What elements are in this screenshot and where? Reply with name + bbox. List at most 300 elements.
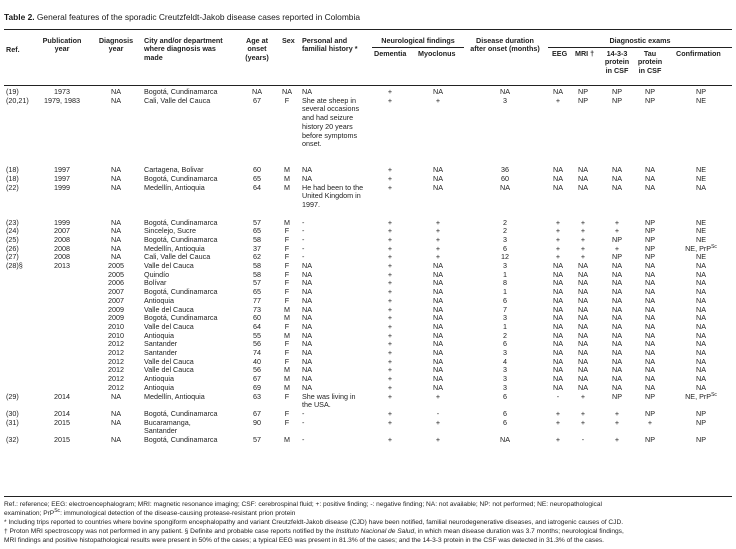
cell-myoclonus: NA xyxy=(433,348,443,357)
cell-age: 37 xyxy=(253,243,261,253)
cell-eeg: + xyxy=(555,252,561,262)
cell-duration: 2 xyxy=(503,226,507,236)
cell-eeg: NA xyxy=(553,287,563,297)
cell-city: Bucaramanga, Santander xyxy=(144,417,191,436)
footnote-summary xyxy=(4,536,732,545)
cell-sex: NA xyxy=(282,87,292,96)
cell-history: - xyxy=(302,234,305,244)
cell-age: 57 xyxy=(253,278,261,288)
cell-tau: NA xyxy=(645,365,655,375)
cell-mri: + xyxy=(580,226,586,236)
cell-duration: 7 xyxy=(503,304,507,314)
cell-eeg: + xyxy=(555,217,561,227)
cell-p1433: NP xyxy=(612,391,622,401)
footnotes xyxy=(4,500,732,545)
cell-history: - xyxy=(302,252,305,262)
cell-mri: NA xyxy=(578,182,588,192)
cell-duration: NA xyxy=(500,435,510,444)
cell-city: Antioquia xyxy=(144,374,174,384)
confirmation-text: NE, PrP xyxy=(685,391,712,401)
cell-age: 67 xyxy=(253,374,261,384)
cell-dementia: + xyxy=(387,382,393,392)
cell-age: 60 xyxy=(253,313,261,323)
cell-myoclonus: NA xyxy=(433,365,443,375)
cell-sex: F xyxy=(284,287,290,297)
cell-sex: M xyxy=(284,165,290,175)
header-confirmation: Confirmation xyxy=(676,49,721,58)
header-history: Personal and familial history * xyxy=(302,36,358,54)
cell-tau: NP xyxy=(645,217,655,227)
cell-history: - xyxy=(302,243,305,253)
header-diagnostic-exams: Diagnostic exams xyxy=(609,36,671,45)
cell-age: 55 xyxy=(253,330,261,340)
cell-ref: (18) xyxy=(6,174,19,183)
cell-p1433: NA xyxy=(612,287,622,297)
cell-pub: 1997 xyxy=(54,174,70,183)
cell-city: Valle del Cauca xyxy=(144,365,194,375)
cell-age: 57 xyxy=(253,217,261,227)
cell-p1433: NP xyxy=(612,87,622,96)
cell-city: Antioquia xyxy=(144,330,174,340)
table-title: General features of the sporadic Creutzfeldt-Jakob disease cases reported in Colombia xyxy=(36,12,360,22)
header-neurological-findings: Neurological findings xyxy=(381,36,455,45)
cell-duration: 1 xyxy=(503,287,507,297)
cell-tau: NA xyxy=(645,182,655,192)
cell-diag: 2012 xyxy=(108,348,124,357)
cell-myoclonus: NA xyxy=(433,374,443,384)
cell-dementia: + xyxy=(387,356,393,366)
cell-tau: + xyxy=(647,417,653,427)
cell-diag: 2012 xyxy=(108,374,124,384)
footnote-line-2b: : immunological detection of the disease-causing protease-resistant prion protein xyxy=(60,510,296,517)
cell-pub: 2014 xyxy=(54,408,70,418)
cell-age: 60 xyxy=(253,165,261,175)
cell-eeg: NA xyxy=(553,182,563,192)
footnote-institute: Instituto Nacional de Salud xyxy=(335,528,415,535)
cell-tau: NA xyxy=(645,313,655,323)
cell-city: Bogotá, Cundinamarca xyxy=(144,408,218,418)
footnote-line-2a: examination; PrP xyxy=(4,510,55,517)
cell-eeg: NA xyxy=(553,348,563,357)
footnote-line-5: MRI findings and positive histopathological results were present in 50% of the cases; a typical EEG was present in 81.3% of the cases; and the 14-3-3 protein in the CSF was detected in 31.3% of the cases. xyxy=(4,537,604,544)
cell-mri: NA xyxy=(578,269,588,279)
cell-duration: 3 xyxy=(503,313,507,323)
cell-sex: F xyxy=(284,408,290,418)
table-top-rule xyxy=(4,29,732,30)
cell-conf: NA xyxy=(696,278,706,288)
cell-diag: 2010 xyxy=(108,321,124,331)
cell-city: Medellín, Antioquia xyxy=(144,391,205,401)
cell-mri: NA xyxy=(578,295,588,305)
cell-sex: F xyxy=(284,356,290,366)
cell-city: Cartagena, Bolivar xyxy=(144,165,204,175)
cell-diag: 2012 xyxy=(108,382,124,392)
cell-tau: NP xyxy=(645,234,655,244)
cell-tau: NP xyxy=(645,87,655,96)
cell-duration: NA xyxy=(500,87,510,96)
cell-dementia: + xyxy=(387,304,393,314)
cell-ref: (18) xyxy=(6,165,19,175)
cell-diag: NA xyxy=(111,252,121,262)
cell-duration: 2 xyxy=(503,217,507,227)
cell-history: - xyxy=(302,417,305,427)
cell-pub: 1997 xyxy=(54,165,70,175)
cell-mri: + xyxy=(580,252,586,262)
cell-sex: M xyxy=(284,174,290,183)
cell-age: 90 xyxy=(253,417,261,427)
cell-myoclonus: NA xyxy=(433,278,443,288)
cell-sex: F xyxy=(284,226,290,236)
header-disease-duration: Disease duration after onset (months) xyxy=(470,36,540,54)
cell-pub: 2008 xyxy=(54,252,70,262)
cell-p1433: NA xyxy=(612,321,622,331)
cell-city: Cali, Valle del Cauca xyxy=(144,252,211,262)
cell-age: 56 xyxy=(253,339,261,349)
cell-conf: NP xyxy=(696,417,706,427)
cell-mri: NA xyxy=(578,374,588,384)
cell-p1433: + xyxy=(614,226,620,236)
prpsc-superscript: Sc xyxy=(711,391,717,398)
cell-mri: + xyxy=(580,243,586,253)
cell-sex: F xyxy=(284,278,290,288)
cell-diag: NA xyxy=(111,226,121,236)
cell-conf: NA xyxy=(696,304,706,314)
cell-conf: NE xyxy=(696,217,706,227)
cell-conf: NA xyxy=(696,269,706,279)
cell-myoclonus: NA xyxy=(433,382,443,392)
cell-tau: NA xyxy=(645,165,655,175)
cell-history: NA xyxy=(302,269,312,279)
cell-conf: NA xyxy=(696,295,706,305)
cell-eeg: NA xyxy=(553,174,563,183)
cell-duration: 6 xyxy=(503,417,507,427)
cell-dementia: + xyxy=(387,269,393,279)
cell-history: NA xyxy=(302,295,312,305)
neuro-group-rule xyxy=(372,47,464,48)
cell-mri: + xyxy=(580,217,586,227)
cell-dementia: + xyxy=(387,165,393,175)
cell-eeg: NA xyxy=(553,313,563,323)
cell-p1433: NA xyxy=(612,278,622,288)
cell-dementia: + xyxy=(387,313,393,323)
footnote-abbreviations-2 xyxy=(4,509,732,518)
cell-mri: + xyxy=(580,408,586,418)
cell-city: Cali, Valle del Cauca xyxy=(144,95,211,105)
cell-myoclonus: + xyxy=(435,217,441,227)
cell-ref: (29) xyxy=(6,391,19,401)
header-city: City and/or department where diagnosis was made xyxy=(144,36,223,62)
cell-myoclonus: NA xyxy=(433,356,443,366)
cell-diag: NA xyxy=(111,182,121,192)
cell-history: NA xyxy=(302,278,312,288)
cell-sex: F xyxy=(284,321,290,331)
cell-ref: (19) xyxy=(6,87,19,96)
cell-tau: NA xyxy=(645,330,655,340)
cell-myoclonus: NA xyxy=(433,304,443,314)
cell-pub: 1979, 1983 xyxy=(44,95,80,105)
cell-pub: 2008 xyxy=(54,243,70,253)
cell-conf: NE xyxy=(696,234,706,244)
cell-diag: NA xyxy=(111,391,121,401)
cell-myoclonus: + xyxy=(435,417,441,427)
cell-sex: M xyxy=(284,374,290,384)
cell-history: NA xyxy=(302,374,312,384)
cell-eeg: + xyxy=(555,417,561,427)
cell-age: 65 xyxy=(253,226,261,236)
cell-duration: 6 xyxy=(503,408,507,418)
cell-city: Valle del Cauca xyxy=(144,304,194,314)
cell-myoclonus: + xyxy=(435,243,441,253)
cell-mri: NA xyxy=(578,165,588,175)
cell-diag: 2012 xyxy=(108,339,124,349)
cell-diag: 2006 xyxy=(108,278,124,288)
cell-myoclonus: NA xyxy=(433,287,443,297)
cell-city: Bolívar xyxy=(144,278,167,288)
cell-duration: 4 xyxy=(503,356,507,366)
cell-ref: (23) xyxy=(6,217,19,227)
cell-duration: 12 xyxy=(501,252,509,262)
cell-conf: NE xyxy=(696,174,706,183)
cell-mri: NA xyxy=(578,313,588,323)
cell-city: Bogotá, Cundinamarca xyxy=(144,287,218,297)
cell-history: NA xyxy=(302,382,312,392)
cell-sex: F xyxy=(284,234,290,244)
footnote-abbreviations xyxy=(4,500,732,509)
cell-history: NA xyxy=(302,87,312,96)
cell-duration: 36 xyxy=(501,165,509,175)
cell-myoclonus: - xyxy=(436,408,440,418)
cell-duration: 3 xyxy=(503,95,507,105)
cell-dementia: + xyxy=(387,226,393,236)
cell-diag: 2012 xyxy=(108,356,124,366)
cell-diag: 2010 xyxy=(108,330,124,340)
cell-sex: F xyxy=(284,261,290,270)
header-sex: Sex xyxy=(282,36,295,45)
cell-duration: 8 xyxy=(503,278,507,288)
cell-diag: NA xyxy=(111,217,121,227)
cell-ref: (26) xyxy=(6,243,19,253)
cell-eeg: NA xyxy=(553,295,563,305)
cell-conf: NA xyxy=(696,261,706,270)
cell-mri: + xyxy=(580,391,586,401)
cell-dementia: + xyxy=(387,295,393,305)
cell-mri: NA xyxy=(578,174,588,183)
cell-p1433: + xyxy=(614,217,620,227)
cell-ref: (24) xyxy=(6,226,19,236)
cell-city: Bogotá, Cundinamarca xyxy=(144,217,218,227)
cell-sex: M xyxy=(284,365,290,375)
cell-ref: (22) xyxy=(6,182,19,192)
cell-city: Sincelejo, Sucre xyxy=(144,226,196,236)
cell-eeg: + xyxy=(555,234,561,244)
cell-pub: 2014 xyxy=(54,391,70,401)
cell-sex: F xyxy=(284,391,290,401)
header-diagnosis-year: Diagnosis year xyxy=(98,36,134,54)
header-eeg: EEG xyxy=(552,49,568,58)
header-bottom-rule xyxy=(4,85,732,86)
cell-tau: NA xyxy=(645,374,655,384)
cell-conf: NA xyxy=(696,287,706,297)
header-ref: Ref. xyxy=(6,45,20,54)
cell-dementia: + xyxy=(387,278,393,288)
cell-p1433: NA xyxy=(612,382,622,392)
cell-dementia: + xyxy=(387,243,393,253)
cell-age: 64 xyxy=(253,182,261,192)
cell-dementia: + xyxy=(387,339,393,349)
cell-city: Bogotá, Cundinamarca xyxy=(144,313,218,323)
cell-city: Valle del Cauca xyxy=(144,261,194,270)
cell-mri: NA xyxy=(578,348,588,357)
cell-age: 73 xyxy=(253,304,261,314)
cell-p1433: + xyxy=(614,435,620,444)
cell-eeg: NA xyxy=(553,269,563,279)
cell-p1433: NA xyxy=(612,165,622,175)
cell-conf: NE xyxy=(696,165,706,175)
table-caption xyxy=(4,12,360,22)
cell-city: Valle del Cauca xyxy=(144,356,194,366)
cell-ref: (20,21) xyxy=(6,95,29,105)
cell-duration: 1 xyxy=(503,321,507,331)
cell-city: Bogotá, Cundinamarca xyxy=(144,234,218,244)
cell-p1433: + xyxy=(614,408,620,418)
cell-tau: NA xyxy=(645,295,655,305)
cell-dementia: + xyxy=(387,261,393,270)
cell-age: 62 xyxy=(253,252,261,262)
cell-dementia: + xyxy=(387,174,393,183)
cell-p1433: NA xyxy=(612,330,622,340)
cell-tau: NA xyxy=(645,304,655,314)
cell-diag: NA xyxy=(111,95,121,105)
cell-ref: (27) xyxy=(6,252,19,262)
cell-p1433: NA xyxy=(612,174,622,183)
cell-pub: 2008 xyxy=(54,234,70,244)
cell-eeg: NA xyxy=(553,330,563,340)
header-publication-year: Publication year xyxy=(42,36,82,54)
cell-pub: 2015 xyxy=(54,435,70,444)
cell-myoclonus: NA xyxy=(433,182,443,192)
cell-age: 40 xyxy=(253,356,261,366)
cell-conf: NP xyxy=(696,87,706,96)
cell-history: NA xyxy=(302,165,312,175)
header-14-3-3: 14-3-3 protein in CSF xyxy=(604,49,630,75)
cell-p1433: NA xyxy=(612,269,622,279)
cell-p1433: NA xyxy=(612,261,622,270)
cell-p1433: NA xyxy=(612,348,622,357)
header-age: Age at onset (years) xyxy=(245,36,269,62)
cell-sex: M xyxy=(284,330,290,340)
cell-p1433: NA xyxy=(612,365,622,375)
cell-tau: NA xyxy=(645,382,655,392)
cell-mri: NA xyxy=(578,356,588,366)
cell-dementia: + xyxy=(387,365,393,375)
header-mri: MRI † xyxy=(575,49,595,58)
cell-eeg: NA xyxy=(553,339,563,349)
header-dementia: Dementia xyxy=(374,49,407,58)
cell-tau: NP xyxy=(645,391,655,401)
cell-mri: NA xyxy=(578,365,588,375)
cell-tau: NP xyxy=(645,226,655,236)
cell-history: - xyxy=(302,217,305,227)
cell-tau: NA xyxy=(645,174,655,183)
cell-p1433: + xyxy=(614,417,620,427)
cell-mri: NA xyxy=(578,304,588,314)
cell-duration: 3 xyxy=(503,382,507,392)
cell-conf: NA xyxy=(696,356,706,366)
cell-myoclonus: NA xyxy=(433,330,443,340)
cell-duration: NA xyxy=(500,182,510,192)
cell-tau: NP xyxy=(645,252,655,262)
cell-diag: 2007 xyxy=(108,295,124,305)
cell-age: 58 xyxy=(253,269,261,279)
cell-mri: NA xyxy=(578,330,588,340)
cell-duration: 6 xyxy=(503,295,507,305)
cell-p1433: NA xyxy=(612,313,622,323)
cell-ref: (32) xyxy=(6,435,19,444)
cell-age: 77 xyxy=(253,295,261,305)
cell-eeg: NA xyxy=(553,261,563,270)
cell-tau: NA xyxy=(645,261,655,270)
cell-history: - xyxy=(302,408,305,418)
cell-myoclonus: NA xyxy=(433,313,443,323)
cell-duration: 3 xyxy=(503,261,507,270)
cell-duration: 2 xyxy=(503,330,507,340)
cell-myoclonus: + xyxy=(435,391,441,401)
cell-history: NA xyxy=(302,304,312,314)
cell-age: 58 xyxy=(253,261,261,270)
cell-myoclonus: NA xyxy=(433,321,443,331)
cell-diag: 2012 xyxy=(108,365,124,375)
cell-city: Antioquia xyxy=(144,295,174,305)
cell-sex: F xyxy=(284,95,290,105)
cell-conf: NP xyxy=(696,435,706,444)
cell-eeg: + xyxy=(555,435,561,444)
cell-eeg: + xyxy=(555,408,561,418)
cell-myoclonus: + xyxy=(435,435,441,444)
prpsc-superscript: Sc xyxy=(711,243,717,250)
cell-diag: 2009 xyxy=(108,313,124,323)
cell-diag: NA xyxy=(111,243,121,253)
cell-conf: NA xyxy=(696,374,706,384)
cell-tau: NA xyxy=(645,269,655,279)
diag-group-rule xyxy=(548,47,732,48)
cell-city: Medellín, Antioquia xyxy=(144,182,205,192)
cell-history: - xyxy=(302,435,305,444)
cell-diag: 2005 xyxy=(108,261,124,270)
cell-eeg: + xyxy=(555,226,561,236)
cell-eeg: NA xyxy=(553,87,563,96)
header-tau: Tau protein in CSF xyxy=(637,49,663,75)
cell-diag: NA xyxy=(111,165,121,175)
cell-tau: NA xyxy=(645,278,655,288)
cell-mri: NA xyxy=(578,278,588,288)
cell-mri: - xyxy=(581,435,585,444)
footnote-asterisk xyxy=(4,518,732,527)
cell-duration: 3 xyxy=(503,348,507,357)
cell-eeg: NA xyxy=(553,304,563,314)
table-bottom-rule xyxy=(4,496,732,497)
cell-pub: 1999 xyxy=(54,182,70,192)
cell-history: NA xyxy=(302,261,312,270)
cell-sex: F xyxy=(284,417,290,427)
cell-sex: M xyxy=(284,382,290,392)
cell-eeg: NA xyxy=(553,321,563,331)
cell-city: Bogotá, Cundinamarca xyxy=(144,174,218,183)
cell-city: Valle del Cauca xyxy=(144,321,194,331)
cell-duration: 60 xyxy=(501,174,509,183)
cell-age: 63 xyxy=(253,391,261,401)
cell-ref: (28)§ xyxy=(6,261,23,270)
cell-history: NA xyxy=(302,365,312,375)
